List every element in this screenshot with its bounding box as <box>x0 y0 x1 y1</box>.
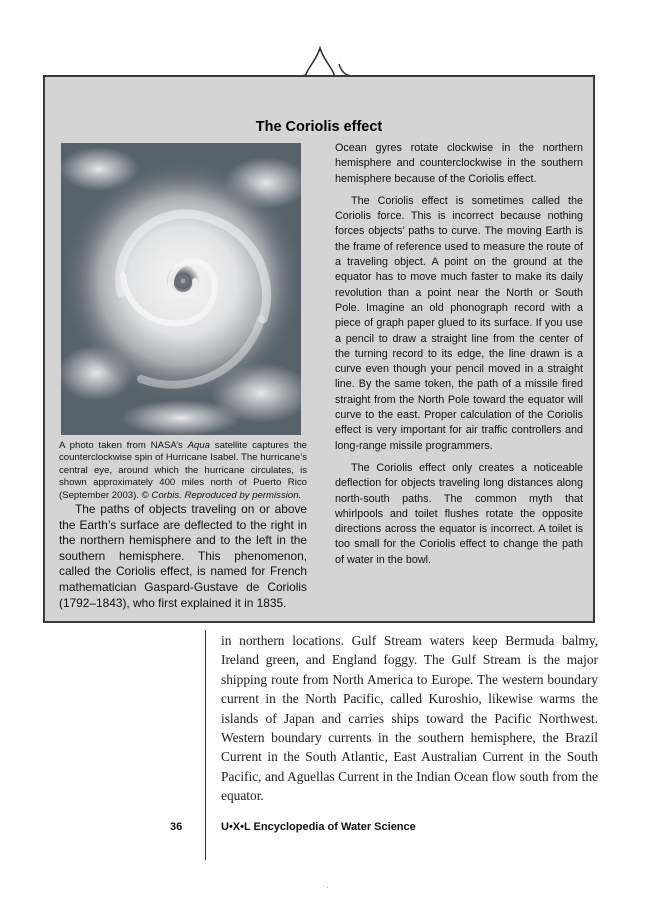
photo-caption <box>59 440 307 502</box>
caption-satellite-name: Aqua <box>187 440 210 451</box>
right-paragraph-1: Ocean gyres rotate clockwise in the northern hemisphere and counterclockwise in the southern hemisphere because of the Coriolis effect. <box>335 142 583 185</box>
page-number: 36 <box>170 821 183 833</box>
body-paragraph: in northern locations. Gulf Stream waters keep Bermuda balmy, Ireland green, and England foggy. The Gulf Stream is the major shipping route from North America to Europe. The western boundary current in the North Pacific, called Kuroshio, likewise warms the islands of Japan and carries ships toward the Pacific Northwest. Western boundary currents in the southern hemisphere, the Brazil Current in the South Atlantic, East Australian Current in the South Pacific, and Aguellas Current in the Indian Ocean flow south from the equator. <box>221 633 598 804</box>
sidebar-title: The Coriolis effect <box>255 119 383 135</box>
left-paragraph: The paths of objects traveling on or above the Earth’s surface are deflected to the right in the northern hemisphere and to the left in the southern hemisphere. This phenomenon, called the Coriolis effect, is named for French mathematician Gaspard-Gustave de Coriolis (1792–1843), who first explained it in 1835. <box>59 502 307 610</box>
caption-credit: Corbis. Reproduced by permission. <box>151 489 302 501</box>
right-paragraph-3: The Coriolis effect only creates a noticeable deflection for objects traveling long distances along north-south paths. The common myth that whirlpools and toilet flushes rotate the opposite directions across the equator is incorrect. A toilet is too small for the Coriolis effect to change the path of water in the bowl. <box>335 461 583 566</box>
caption-text-1: A photo taken from NASA’s <box>59 440 188 451</box>
hurricane-photo <box>61 143 301 435</box>
running-title: U•X•L Encyclopedia of Water Science <box>221 821 416 833</box>
right-paragraph-2: The Coriolis effect is sometimes called the Coriolis force. This is incorrect because nothing forces objects’ paths to curve. The moving Earth is the frame of reference used to measure the route of a traveling object. A point on the ground at the equator has to move much faster to make its daily revolution than a point near the North or South Pole. Imagine an old phonograph record with a piece of graph paper glued to its surface. If you use a pencil to draw a straight line from the center of the turning record to its edge, the line drawn is a curve even though your pencil moved in a straight line. By the same token, the path of a missile fired straight from the North Pole toward the equator will curve to the east. Proper calculation of the Coriolis effect is very important for air traffic controllers and long-range missile programmers. <box>335 194 583 452</box>
right-column <box>335 141 583 575</box>
sidebar-box <box>43 75 595 623</box>
caption-text-2: satellite captures the counterclockwise spin of Hurricane Isabel. The hurricane’s central eye, around which the hurricane circulates, is shown approximately 400 miles north of Puerto Rico (September 2003). © <box>59 440 307 501</box>
margin-rule <box>205 630 206 860</box>
scan-speck: · <box>326 883 329 892</box>
